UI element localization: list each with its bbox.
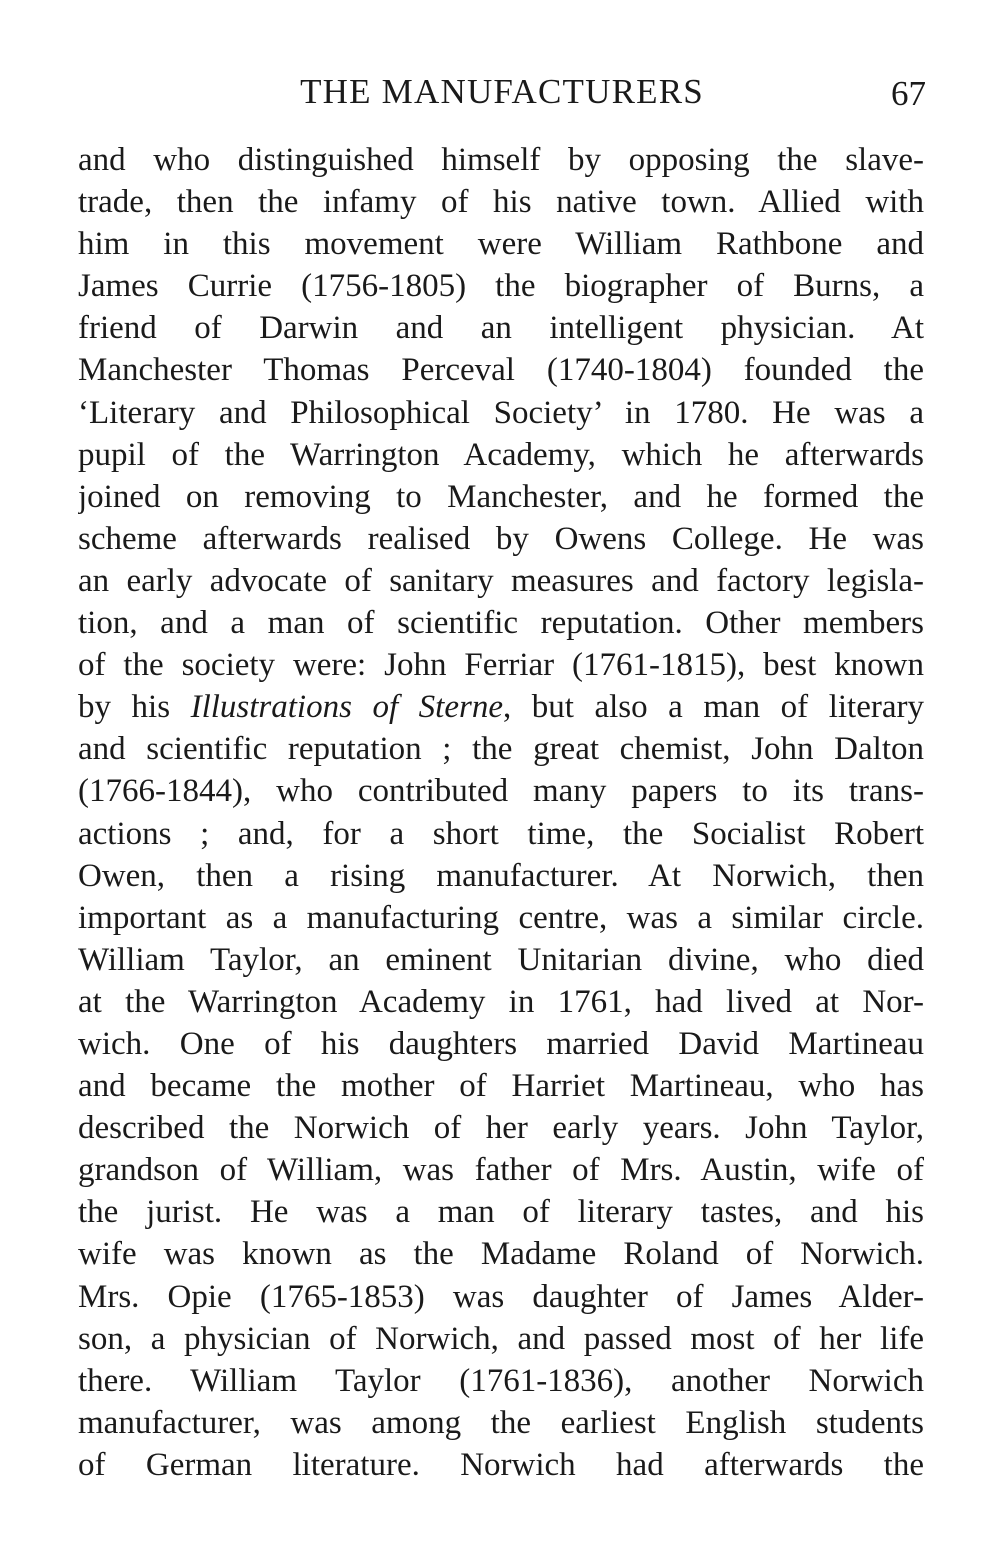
text-line: Mrs. Opie (1765-1853) was daughter of James Alder- <box>78 1278 924 1315</box>
text-line: William Taylor, an eminent Unitarian divine, who died <box>78 941 924 978</box>
text-line: pupil of the Warrington Academy, which he afterwards <box>78 436 924 473</box>
text-line: trade, then the infamy of his native town. Allied with <box>78 184 924 221</box>
text-line: wich. One of his daughters married David Martineau <box>78 1025 924 1062</box>
text-line: wife was known as the Madame Roland of Norwich. <box>78 1236 924 1273</box>
text-line: actions ; and, for a short time, the Socialist Robert <box>78 815 924 852</box>
text-line: joined on removing to Manchester, and he formed the <box>78 478 924 515</box>
running-head <box>78 70 926 114</box>
text-line: described the Norwich of her early years. John Taylor, <box>78 1110 924 1147</box>
book-title-italic: Illustrations of Sterne <box>190 689 503 726</box>
text-line: ‘Literary and Philosophical Society’ in 1780. He was a <box>78 394 924 431</box>
text-line: manufacturer, was among the earliest English students <box>78 1404 924 1441</box>
text-line: of the society were: John Ferriar (1761-1815), best known <box>78 647 924 684</box>
text-line: Manchester Thomas Perceval (1740-1804) founded the <box>78 352 924 389</box>
text-line: an early advocate of sanitary measures and factory legisla- <box>78 562 924 599</box>
running-title: THE MANUFACTURERS <box>300 72 704 111</box>
text-line: James Currie (1756-1805) the biographer of Burns, a <box>78 268 924 305</box>
text-line: Owen, then a rising manufacturer. At Norwich, then <box>78 857 924 894</box>
text-line: at the Warrington Academy in 1761, had lived at Nor- <box>78 983 924 1020</box>
text-line: there. William Taylor (1761-1836), another Norwich <box>78 1362 924 1399</box>
text-line: and scientific reputation ; the great chemist, John Dalton <box>78 731 924 768</box>
text-line: friend of Darwin and an intelligent physician. At <box>78 310 924 347</box>
text-line: tion, and a man of scientific reputation. Other members <box>78 605 924 642</box>
page-number: 67 <box>891 74 926 113</box>
text-segment: , but also a man of literary <box>502 689 924 726</box>
text-line: grandson of William, was father of Mrs. Austin, wife of <box>78 1152 924 1189</box>
text-line: (1766-1844), who contributed many papers to its trans- <box>78 773 924 810</box>
text-line: important as a manufacturing centre, was a similar circle. <box>78 899 924 936</box>
text-line: scheme afterwards realised by Owens College. He was <box>78 520 924 557</box>
text-line: of German literature. Norwich had afterwards the <box>78 1446 924 1483</box>
body-text <box>78 139 924 1486</box>
text-line: son, a physician of Norwich, and passed most of her life <box>78 1320 924 1357</box>
text-line: him in this movement were William Rathbone and <box>78 226 924 263</box>
text-line-with-italic-title <box>78 686 924 728</box>
text-segment: by his <box>78 689 191 726</box>
text-line: and who distinguished himself by opposing the slave- <box>78 142 924 178</box>
text-line: and became the mother of Harriet Martineau, who has <box>78 1068 924 1105</box>
text-line: the jurist. He was a man of literary tastes, and his <box>78 1194 924 1231</box>
